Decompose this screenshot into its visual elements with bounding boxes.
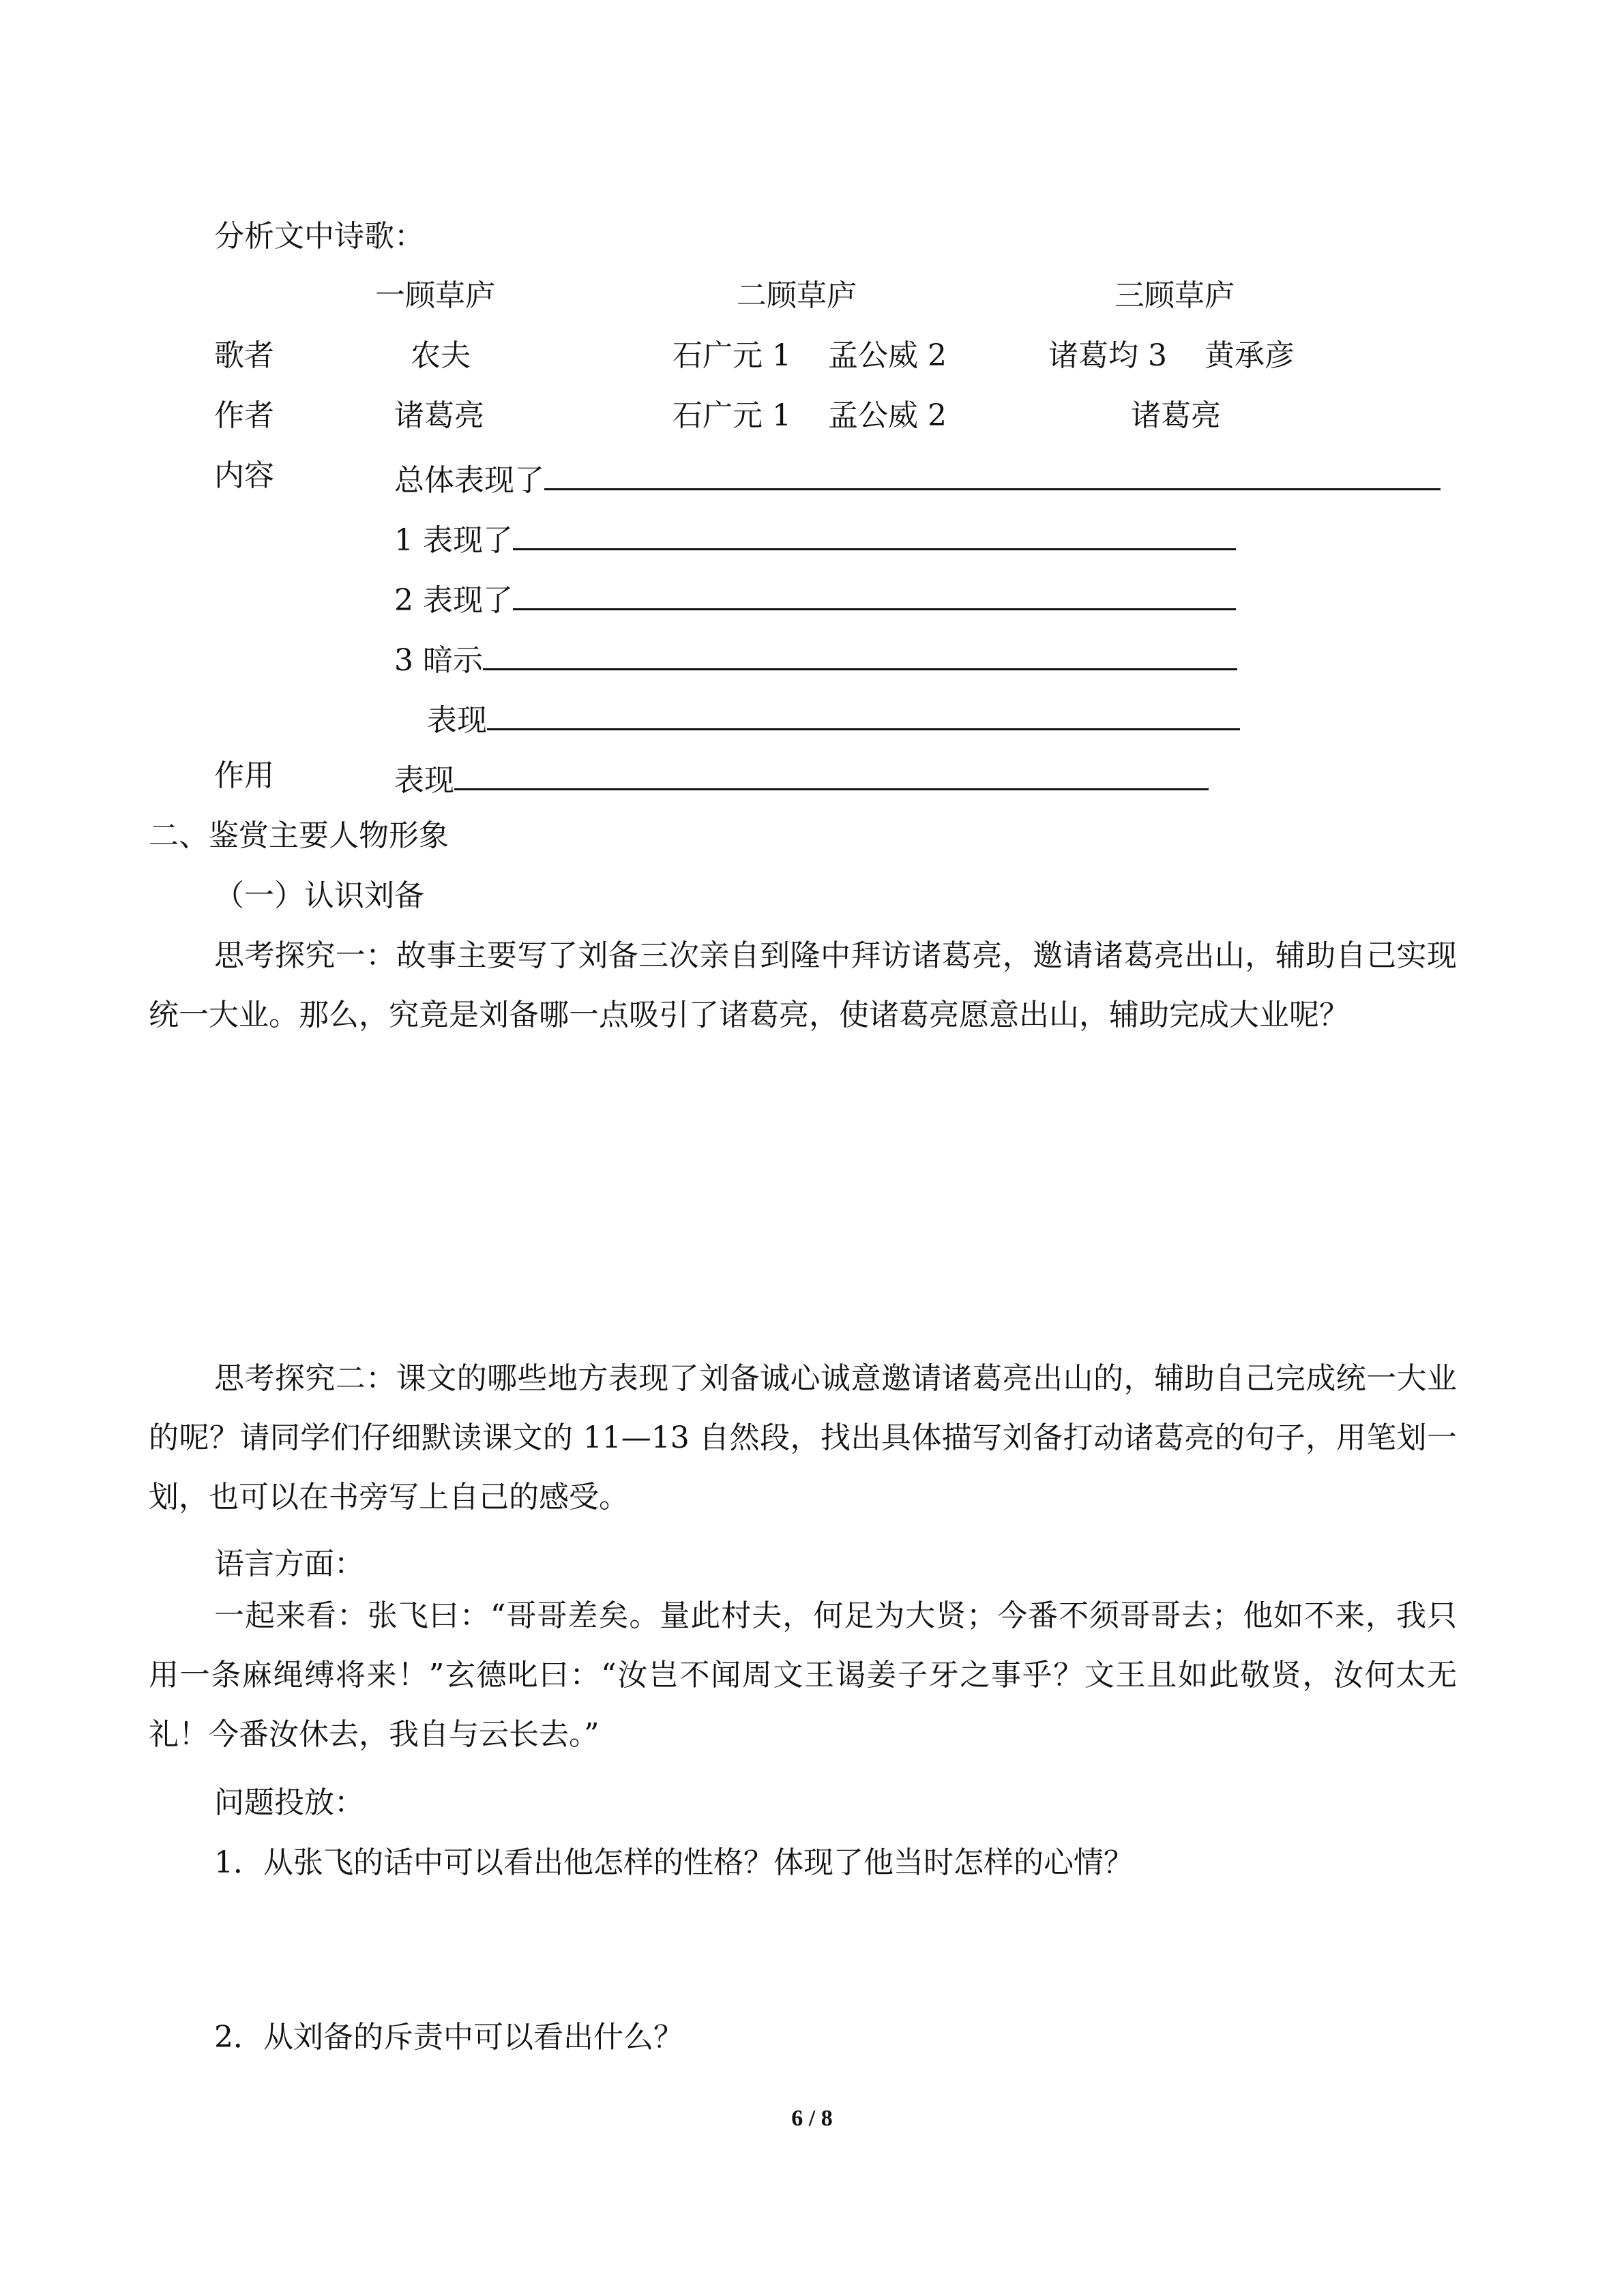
singer-col2b: 孟公威 2 [828,338,947,373]
column-header-1: 一顾草庐 [375,278,495,313]
row-label-author: 作者 [214,398,274,433]
singer-col3a: 诸葛均 3 [1048,338,1167,373]
content-item-3b-label: 表现 [427,703,487,738]
content-item-2-label: 2 表现了 [394,583,513,618]
content-item-3b [427,701,1240,736]
singer-col3b: 黄承彦 [1205,338,1295,373]
author-col3: 诸葛亮 [1131,398,1221,433]
content-item-1 [394,521,1236,556]
section-heading: 二、鉴赏主要人物形象 [149,818,449,853]
page-number: 6 / 8 [791,2106,833,2131]
think-question-2: 思考探究二：课文的哪些地方表现了刘备诚心诚意邀请诸葛亮出山的，辅助自己完成统一大业的呢？请同学们仔细默读课文的 11—13 自然段，找出具体描写刘备打动诸葛亮的句子，用笔划一划，也可以在书旁写上自己的感受。 [149,1361,1457,1515]
question-2: 2．从刘备的斥责中可以看出什么？ [214,2020,683,2055]
answer-blank[interactable] [513,521,1236,550]
question-label: 问题投放： [214,1785,364,1820]
row-label-effect: 作用 [214,758,274,793]
poem-heading: 分析文中诗歌： [214,219,424,254]
content-item-3-label: 3 暗示 [394,643,483,678]
column-header-3: 三顾草庐 [1114,278,1235,313]
effect-label: 表现 [394,763,454,798]
singer-col1: 农夫 [411,338,471,373]
singer-col2a: 石广元 1 [673,338,791,373]
author-col1: 诸葛亮 [394,398,484,433]
subsection-heading: （一）认识刘备 [214,878,424,913]
question-1: 1．从张飞的话中可以看出他怎样的性格？体现了他当时怎样的心情？ [214,1845,1134,1880]
content-overall [394,461,1441,496]
language-label: 语言方面： [214,1547,364,1581]
content-item-1-label: 1 表现了 [394,523,513,558]
answer-blank[interactable] [513,581,1236,610]
column-header-2: 二顾草庐 [737,278,857,313]
answer-blank[interactable] [483,641,1237,670]
effect-line [394,761,1209,796]
think-question-1: 思考探究一：故事主要写了刘备三次亲自到隆中拜访诸葛亮，邀请诸葛亮出山，辅助自己实现统一大业。那么，究竟是刘备哪一点吸引了诸葛亮，使诸葛亮愿意出山，辅助完成大业呢？ [149,938,1457,1032]
answer-blank[interactable] [544,461,1441,490]
content-overall-label: 总体表现了 [394,463,544,498]
author-col2a: 石广元 1 [673,398,791,433]
answer-blank[interactable] [487,701,1240,730]
row-label-singer: 歌者 [214,338,274,373]
content-item-3 [394,641,1237,676]
content-item-2 [394,581,1236,616]
answer-blank[interactable] [454,761,1209,790]
quote-paragraph: 一起来看：张飞曰：“哥哥差矣。量此村夫，何足为大贤；今番不须哥哥去；他如不来，我只用一条麻绳缚将来！”玄德叱曰：“汝岂不闻周文王谒姜子牙之事乎？文王且如此敬贤，汝何太无礼！今番汝休去，我自与云长去。” [149,1598,1457,1752]
row-label-content: 内容 [214,458,274,493]
author-col2b: 孟公威 2 [828,398,947,433]
